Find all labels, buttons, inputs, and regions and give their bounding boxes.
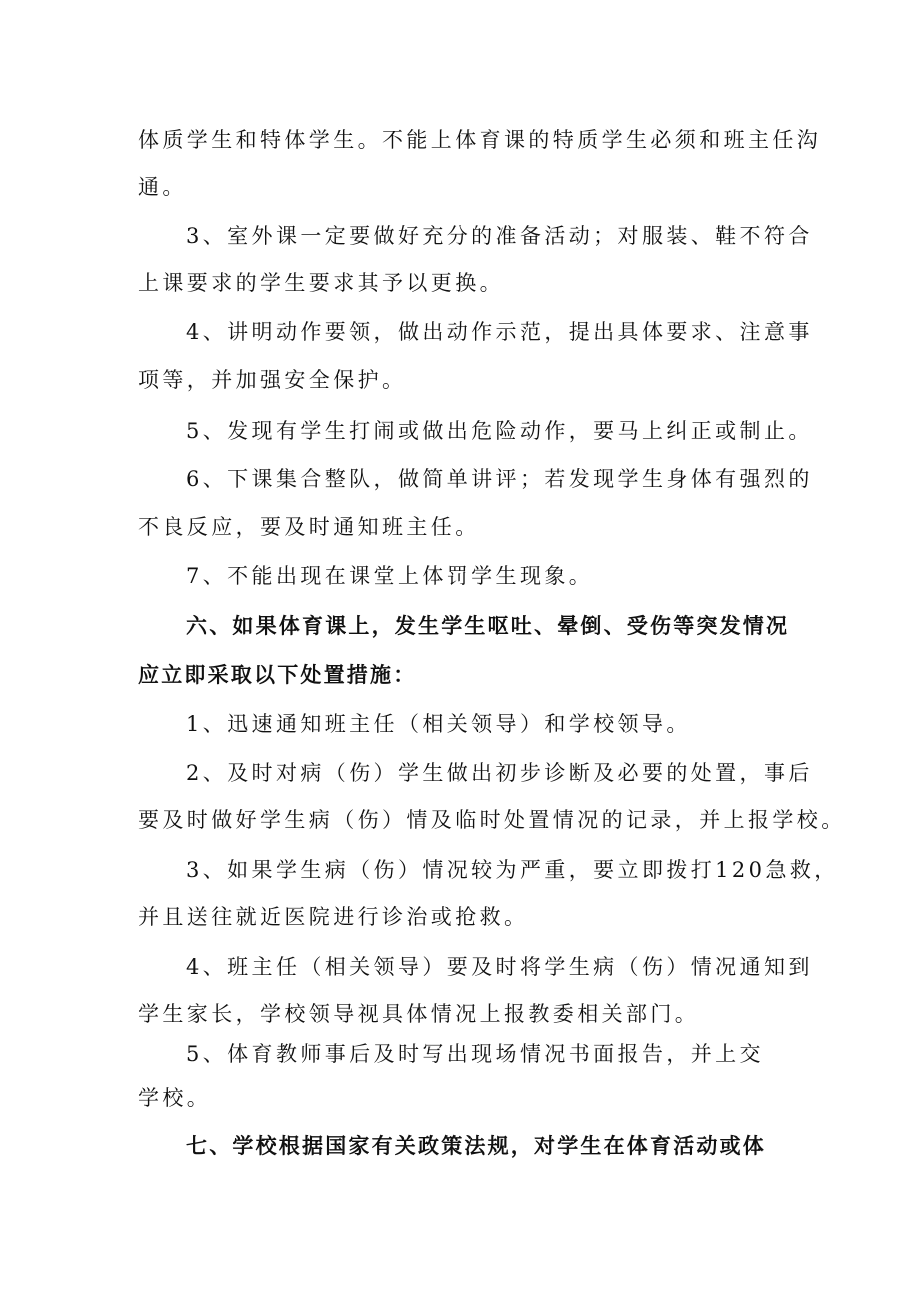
text-line: 项等，并加强安全保护。 <box>138 368 407 392</box>
text-line: 1、迅速通知班主任（相关领导）和学校领导。 <box>186 712 691 736</box>
text-line: 6、下课集合整队，做简单讲评；若发现学生身体有强烈的 <box>186 467 813 491</box>
text-line: 学校。 <box>138 1086 212 1110</box>
section-heading-continued: 应立即采取以下处置措施： <box>138 663 417 687</box>
text-line: 5、体育教师事后及时写出现场情况书面报告，并上交 <box>186 1042 764 1066</box>
text-line: 要及时做好学生病（伤）情及临时处置情况的记录，并上报学校。 <box>138 808 846 832</box>
text-line: 学生家长，学校领导视具体情况上报教委相关部门。 <box>138 1002 700 1026</box>
text-line: 并且送往就近医院进行诊治或抢救。 <box>138 905 529 929</box>
text-line: 通。 <box>138 175 187 199</box>
text-line: 体质学生和特体学生。不能上体育课的特质学生必须和班主任沟 <box>138 128 822 152</box>
text-line: 2、及时对病（伤）学生做出初步诊断及必要的处置，事后 <box>186 761 813 785</box>
text-line: 3、如果学生病（伤）情况较为严重，要立即拨打120急救， <box>186 858 839 882</box>
text-line: 7、不能出现在课堂上体罚学生现象。 <box>186 564 594 588</box>
section-heading: 七、学校根据国家有关政策法规，对学生在体育活动或体 <box>186 1134 766 1158</box>
text-line: 3、室外课一定要做好充分的准备活动；对服装、鞋不符合 <box>186 224 813 248</box>
text-line: 5、发现有学生打闹或做出危险动作，要马上纠正或制止。 <box>186 419 813 443</box>
text-line: 不良反应，要及时通知班主任。 <box>138 515 480 539</box>
text-line: 4、班主任（相关领导）要及时将学生病（伤）情况通知到 <box>186 955 813 979</box>
section-heading: 六、如果体育课上，发生学生呕吐、晕倒、受伤等突发情况 <box>186 614 790 638</box>
text-line: 4、讲明动作要领，做出动作示范，提出具体要求、注意事 <box>186 320 813 344</box>
text-line: 上课要求的学生要求其予以更换。 <box>138 271 504 295</box>
